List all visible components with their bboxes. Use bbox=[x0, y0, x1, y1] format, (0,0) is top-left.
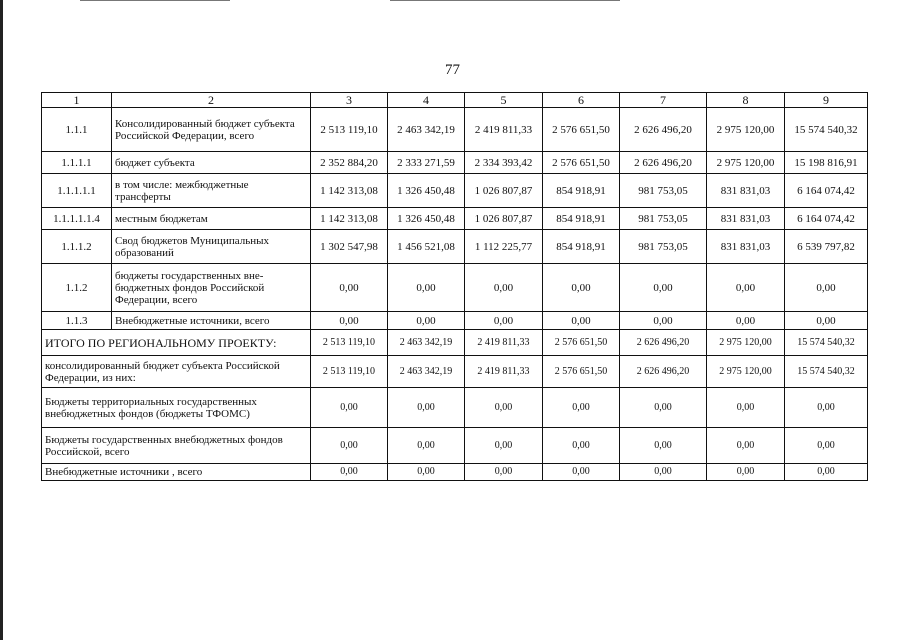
header-cell: 4 bbox=[388, 93, 465, 108]
value-cell: 2 419 811,33 bbox=[465, 330, 543, 356]
value-cell: 0,00 bbox=[707, 428, 785, 464]
value-cell: 1 326 450,48 bbox=[388, 208, 465, 230]
value-cell: 831 831,03 bbox=[707, 230, 785, 264]
value-cell: 0,00 bbox=[543, 264, 620, 312]
value-cell: 0,00 bbox=[311, 428, 388, 464]
value-cell: 15 198 816,91 bbox=[785, 152, 868, 174]
value-cell: 0,00 bbox=[311, 264, 388, 312]
value-cell: 831 831,03 bbox=[707, 208, 785, 230]
value-cell: 2 513 119,10 bbox=[311, 330, 388, 356]
value-cell: 2 419 811,33 bbox=[465, 108, 543, 152]
value-cell: 6 164 074,42 bbox=[785, 174, 868, 208]
value-cell: 2 463 342,19 bbox=[388, 356, 465, 388]
header-cell: 3 bbox=[311, 93, 388, 108]
summary-row bbox=[42, 464, 868, 481]
summary-label: Внебюджетные источники , всего bbox=[42, 464, 311, 481]
value-cell: 0,00 bbox=[707, 388, 785, 428]
value-cell: 2 334 393,42 bbox=[465, 152, 543, 174]
page-left-edge bbox=[0, 0, 3, 640]
value-cell: 0,00 bbox=[388, 388, 465, 428]
value-cell: 854 918,91 bbox=[543, 230, 620, 264]
value-cell: 0,00 bbox=[543, 464, 620, 481]
value-cell: 0,00 bbox=[465, 388, 543, 428]
value-cell: 2 626 496,20 bbox=[620, 152, 707, 174]
value-cell: 1 112 225,77 bbox=[465, 230, 543, 264]
value-cell: 1 142 313,08 bbox=[311, 208, 388, 230]
value-cell: 6 539 797,82 bbox=[785, 230, 868, 264]
value-cell: 1 026 807,87 bbox=[465, 208, 543, 230]
header-cell: 1 bbox=[42, 93, 112, 108]
value-cell: 0,00 bbox=[543, 388, 620, 428]
value-cell: 1 026 807,87 bbox=[465, 174, 543, 208]
value-cell: 0,00 bbox=[620, 264, 707, 312]
summary-row bbox=[42, 428, 868, 464]
value-cell: 0,00 bbox=[465, 428, 543, 464]
value-cell: 2 513 119,10 bbox=[311, 356, 388, 388]
value-cell: 981 753,05 bbox=[620, 230, 707, 264]
value-cell: 2 576 651,50 bbox=[543, 152, 620, 174]
summary-row bbox=[42, 356, 868, 388]
row-code: 1.1.1.1.1 bbox=[42, 174, 112, 208]
value-cell: 6 164 074,42 bbox=[785, 208, 868, 230]
table-row bbox=[42, 230, 868, 264]
value-cell: 1 142 313,08 bbox=[311, 174, 388, 208]
row-name: бюджет субъекта bbox=[112, 152, 311, 174]
value-cell: 0,00 bbox=[707, 264, 785, 312]
value-cell: 0,00 bbox=[785, 264, 868, 312]
value-cell: 0,00 bbox=[785, 428, 868, 464]
value-cell: 0,00 bbox=[388, 312, 465, 330]
value-cell: 2 626 496,20 bbox=[620, 330, 707, 356]
value-cell: 981 753,05 bbox=[620, 208, 707, 230]
value-cell: 0,00 bbox=[543, 428, 620, 464]
table-row bbox=[42, 312, 868, 330]
header-cell: 7 bbox=[620, 93, 707, 108]
row-code: 1.1.1 bbox=[42, 108, 112, 152]
value-cell: 854 918,91 bbox=[543, 174, 620, 208]
table-row bbox=[42, 264, 868, 312]
value-cell: 0,00 bbox=[620, 312, 707, 330]
header-cell: 2 bbox=[112, 93, 311, 108]
value-cell: 0,00 bbox=[465, 264, 543, 312]
table-row bbox=[42, 208, 868, 230]
value-cell: 1 456 521,08 bbox=[388, 230, 465, 264]
value-cell: 2 626 496,20 bbox=[620, 356, 707, 388]
value-cell: 15 574 540,32 bbox=[785, 330, 868, 356]
header-cell: 5 bbox=[465, 93, 543, 108]
value-cell: 2 463 342,19 bbox=[388, 330, 465, 356]
value-cell: 2 352 884,20 bbox=[311, 152, 388, 174]
table-body bbox=[42, 93, 868, 481]
value-cell: 0,00 bbox=[311, 464, 388, 481]
budget-table bbox=[41, 92, 868, 481]
page-number: 77 bbox=[445, 62, 460, 78]
summary-label: ИТОГО ПО РЕГИОНАЛЬНОМУ ПРОЕКТУ: bbox=[42, 330, 311, 356]
value-cell: 0,00 bbox=[311, 312, 388, 330]
summary-label: консолидированный бюджет субъекта Российской Федерации, из них: bbox=[42, 356, 311, 388]
top-rule-right bbox=[390, 0, 620, 1]
value-cell: 2 333 271,59 bbox=[388, 152, 465, 174]
value-cell: 0,00 bbox=[620, 428, 707, 464]
value-cell: 0,00 bbox=[785, 388, 868, 428]
value-cell: 854 918,91 bbox=[543, 208, 620, 230]
row-name: бюджеты государственных вне-бюджетных фондов Российской Федерации, всего bbox=[112, 264, 311, 312]
summary-label: Бюджеты государственных внебюджетных фондов Российской, всего bbox=[42, 428, 311, 464]
row-name: местным бюджетам bbox=[112, 208, 311, 230]
value-cell: 15 574 540,32 bbox=[785, 356, 868, 388]
value-cell: 0,00 bbox=[388, 264, 465, 312]
value-cell: 2 626 496,20 bbox=[620, 108, 707, 152]
row-name: Внебюджетные источники, всего bbox=[112, 312, 311, 330]
value-cell: 2 419 811,33 bbox=[465, 356, 543, 388]
value-cell: 2 975 120,00 bbox=[707, 108, 785, 152]
row-code: 1.1.1.1.1.4 bbox=[42, 208, 112, 230]
value-cell: 0,00 bbox=[785, 312, 868, 330]
value-cell: 981 753,05 bbox=[620, 174, 707, 208]
header-cell: 9 bbox=[785, 93, 868, 108]
value-cell: 0,00 bbox=[465, 464, 543, 481]
value-cell: 831 831,03 bbox=[707, 174, 785, 208]
row-name: в том числе: межбюджетные трансферты bbox=[112, 174, 311, 208]
value-cell: 2 975 120,00 bbox=[707, 356, 785, 388]
row-code: 1.1.2 bbox=[42, 264, 112, 312]
value-cell: 1 302 547,98 bbox=[311, 230, 388, 264]
header-cell: 6 bbox=[543, 93, 620, 108]
value-cell: 0,00 bbox=[620, 464, 707, 481]
summary-row bbox=[42, 388, 868, 428]
value-cell: 0,00 bbox=[785, 464, 868, 481]
value-cell: 0,00 bbox=[388, 464, 465, 481]
value-cell: 2 576 651,50 bbox=[543, 356, 620, 388]
value-cell: 2 975 120,00 bbox=[707, 330, 785, 356]
value-cell: 2 576 651,50 bbox=[543, 108, 620, 152]
value-cell: 0,00 bbox=[707, 312, 785, 330]
value-cell: 2 975 120,00 bbox=[707, 152, 785, 174]
value-cell: 0,00 bbox=[543, 312, 620, 330]
row-code: 1.1.1.2 bbox=[42, 230, 112, 264]
header-row bbox=[42, 93, 868, 108]
row-name: Консолидированный бюджет субъекта Российской Федерации, всего bbox=[112, 108, 311, 152]
value-cell: 0,00 bbox=[620, 388, 707, 428]
value-cell: 2 463 342,19 bbox=[388, 108, 465, 152]
value-cell: 1 326 450,48 bbox=[388, 174, 465, 208]
summary-label: Бюджеты территориальных государственных внебюджетных фондов (бюджеты ТФОМС) bbox=[42, 388, 311, 428]
value-cell: 0,00 bbox=[311, 388, 388, 428]
header-cell: 8 bbox=[707, 93, 785, 108]
row-name: Свод бюджетов Муниципальных образований bbox=[112, 230, 311, 264]
row-code: 1.1.1.1 bbox=[42, 152, 112, 174]
table-row bbox=[42, 174, 868, 208]
value-cell: 2 513 119,10 bbox=[311, 108, 388, 152]
top-rule-left bbox=[80, 0, 230, 1]
value-cell: 0,00 bbox=[465, 312, 543, 330]
table-row bbox=[42, 152, 868, 174]
value-cell: 2 576 651,50 bbox=[543, 330, 620, 356]
value-cell: 0,00 bbox=[388, 428, 465, 464]
value-cell: 15 574 540,32 bbox=[785, 108, 868, 152]
value-cell: 0,00 bbox=[707, 464, 785, 481]
table-row bbox=[42, 108, 868, 152]
summary-row-total bbox=[42, 330, 868, 356]
row-code: 1.1.3 bbox=[42, 312, 112, 330]
